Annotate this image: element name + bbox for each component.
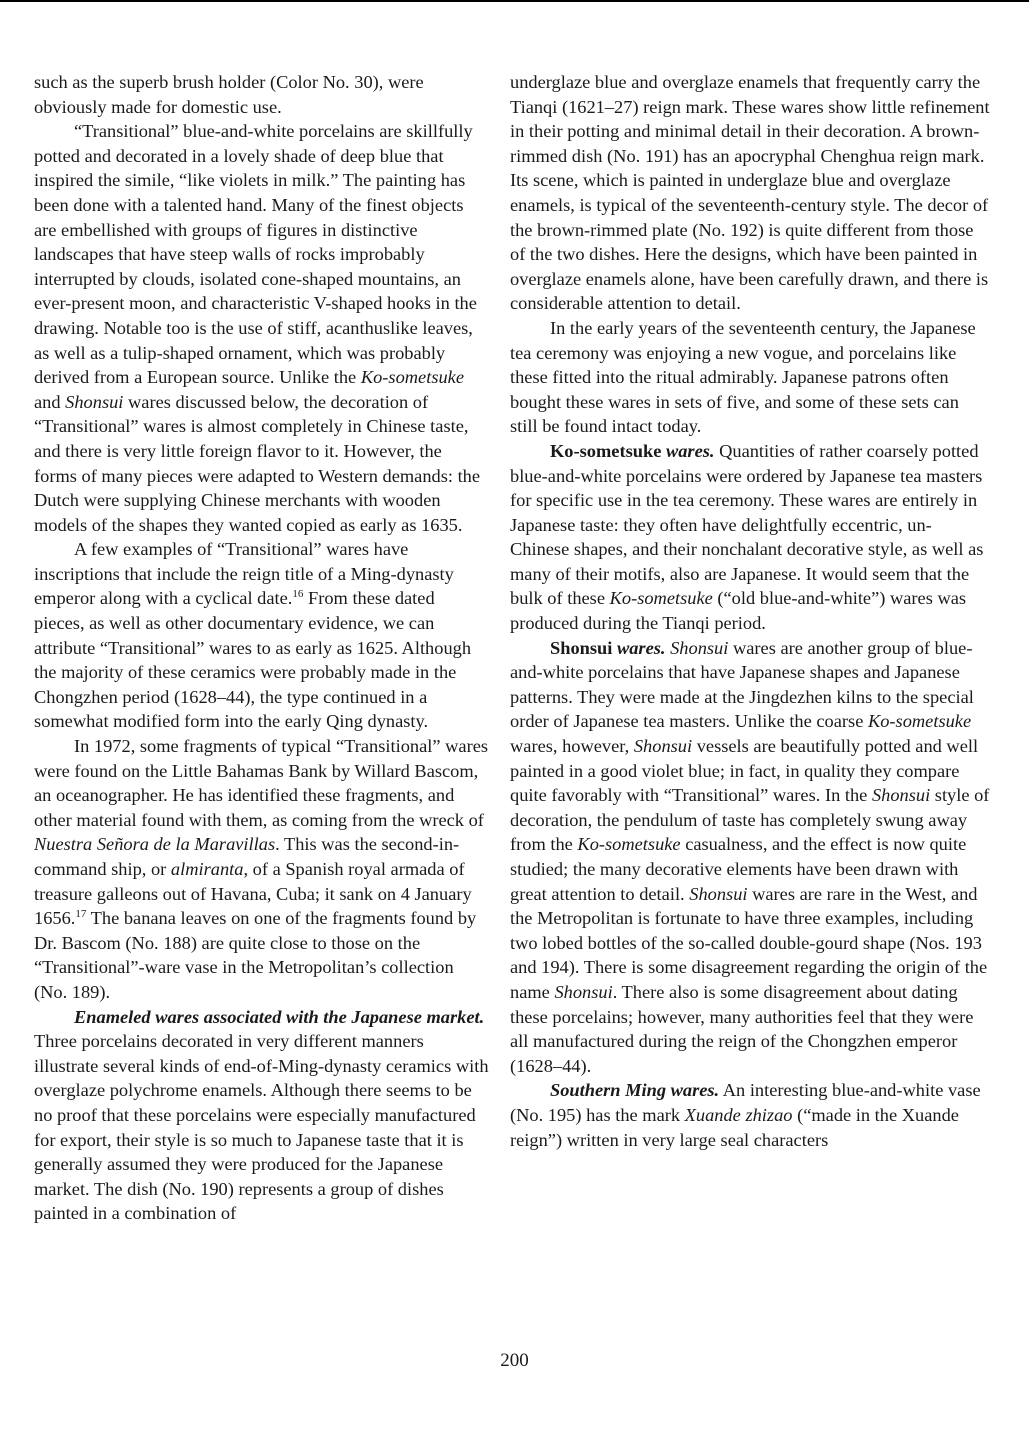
paragraph-brush-holder: such as the superb brush holder (Color No. 30), were obviously made for domestic use.: [34, 72, 424, 117]
paragraph-enameled-wares: Enameled wares associated with the Japanese market. Three porcelains decorated in very different manners illustrate several kinds of end-of-Ming-dynasty ceramics with overglaze polychrome enamels. Although there seems to be no proof that these porcelains were especially manufactured for export, their style is so much to Japanese taste that it is generally assumed they were produced for the Japanese market. The dish (No. 190) represents a group of dishes painted in a combination of: [34, 1006, 489, 1224]
paragraph-tianqi-dishes: underglaze blue and overglaze enamels that frequently carry the Tianqi (1621–27) reign mark. These wares show little refinement in their potting and minimal detail in their decoration. A brown-rimmed dish (No. 191) has an apocryphal Chenghua reign mark. Its scene, which is painted in underglaze blue and overglaze enamels, is typical of the seventeenth-century style. The decor of the brown-rimmed plate (No. 192) is quite different from those of the two dishes. Here the designs, which have been painted in overglaze enamels alone, have been carefully drawn, and there is considerable attention to detail.: [510, 72, 990, 314]
term-xuande-zhizao: Xuande zhizao: [684, 1104, 793, 1125]
top-border-rule: [0, 0, 1029, 2]
paragraph-southern-ming-wares: Southern Ming wares. An interesting blue-and-white vase (No. 195) has the mark Xuande zhizao (“made in the Xuande reign”) written in very large seal characters: [510, 1080, 981, 1150]
term-shonsui: Shonsui: [65, 391, 124, 412]
section-heading-southern-ming: Southern Ming wares.: [550, 1080, 720, 1101]
left-column: [34, 70, 489, 1226]
footnote-ref-16: 16: [292, 588, 304, 601]
paragraph-shonsui-wares: Shonsui wares. Shonsui wares are another group of blue-and-white porcelains that have Japanese shapes and Japanese patterns. They were made at the Jingdezhen kilns to the special order of Japanese tea masters. Unlike the coarse Ko-sometsuke wares, however, Shonsui vessels are beautifully potted and well painted in a good violet blue; in fact, in quality they compare quite favorably with “Transitional” wares. In the Shonsui style of decoration, the pendulum of taste has completely swung away from the Ko-sometsuke casualness, and the effect is now quite studied; the many decorative elements have been drawn with great attention to detail. Shonsui wares are rare in the West, and the Metropolitan is fortunate to have three examples, including two lobed bottles of the so-called double-gourd shape (Nos. 193 and 194). There is some disagreement regarding the origin of the name Shonsui. There also is some disagreement about dating these porcelains; however, many authorities feel that they were all manufactured during the reign of the Chongzhen emperor (1628–44).: [510, 637, 990, 1076]
right-column: [510, 70, 990, 1152]
term-almiranta: almiranta: [170, 859, 244, 879]
page-number: 200: [500, 1350, 529, 1371]
term-ko-sometsuke: Ko-sometsuke: [360, 367, 464, 388]
section-heading-shonsui: Shonsui: [550, 637, 613, 658]
section-heading-enameled-wares: Enameled wares associated with the Japanese market.: [74, 1006, 485, 1027]
paragraph-inscriptions: A few examples of “Transitional” wares have inscriptions that include the reign title of a Ming-dynasty emperor along with a cyclical date.$^{16}$ From these dated pieces, as well as other documentary evidence, we can attribute “Transitional” wares to as early as 1625. Although the majority of these ceramics were probably made in the Chongzhen period (1628–44), the type continued in a somewhat modified form into the early Qing dynasty.: [34, 539, 472, 732]
paragraph-shipwreck-fragments: In 1972, some fragments of typical “Transitional” wares were found on the Little Bahamas Bank by Willard Bascom, an oceanographer. He has identified these fragments, and other material found with them, as coming from the wreck of Nuestra Señora de la Maravillas. This was the second-in-command ship, or almiranta, of a Spanish royal armada of treasure galleons out of Havana, Cuba; it sank on 4 January 1656.17 The banana leaves on one of the fragments found by Dr. Bascom (No. 188) are quite close to those on the “Transitional”-ware vase in the Metropolitan’s collection (No. 189).: [34, 736, 489, 1002]
paragraph-tea-ceremony: In the early years of the seventeenth century, the Japanese tea ceremony was enjoying a new vogue, and porcelains like these fitted into the ritual admirably. Japanese patrons often bought these wares in sets of five, and some of these sets can still be found intact today.: [510, 317, 976, 437]
footnote-ref-17: 17: [75, 908, 87, 921]
section-heading-ko-sometsuke: Ko-sometsuke: [550, 440, 662, 461]
paragraph-transitional-porcelains: “Transitional” blue-and-white porcelains are skillfully potted and decorated in a lovely shade of deep blue that inspired the simile, “like violets in milk.” The painting has been done with a talented hand. Many of the finest objects are embellished with groups of figures in distinctive landscapes that have steep walls of rocks improbably interrupted by clouds, isolated cone-shaped mountains, an ever-present moon, and characteristic V-shaped hooks in the drawing. Notable too is the use of stiff, acanthuslike leaves, as well as a tulip-shaped ornament, which was probably derived from a European source. Unlike the Ko-sometsuke and Shonsui wares discussed below, the decoration of “Transitional” wares is almost completely in Chinese taste, and there is very little foreign flavor to it. However, the forms of many pieces were adapted to Western demands: the Dutch were supplying Chinese merchants with wooden models of the shapes they wanted copied as early as 1635.: [34, 121, 481, 535]
term-ship-name: Nuestra Señora de la Maravillas: [34, 834, 276, 855]
paragraph-ko-sometsuke-wares: Ko-sometsuke wares. Quantities of rather coarsely potted blue-and-white porcelains were ordered by Japanese tea masters for specific use in the tea ceremony. These wares are entirely in Japanese taste: they often have delightfully eccentric, un-Chinese shapes, and their nonchalant decorative style, as well as many of their motifs, also are Japanese. It would seem that the bulk of these Ko-sometsuke (“old blue-and-white”) wares was produced during the Tianqi period.: [510, 440, 984, 634]
